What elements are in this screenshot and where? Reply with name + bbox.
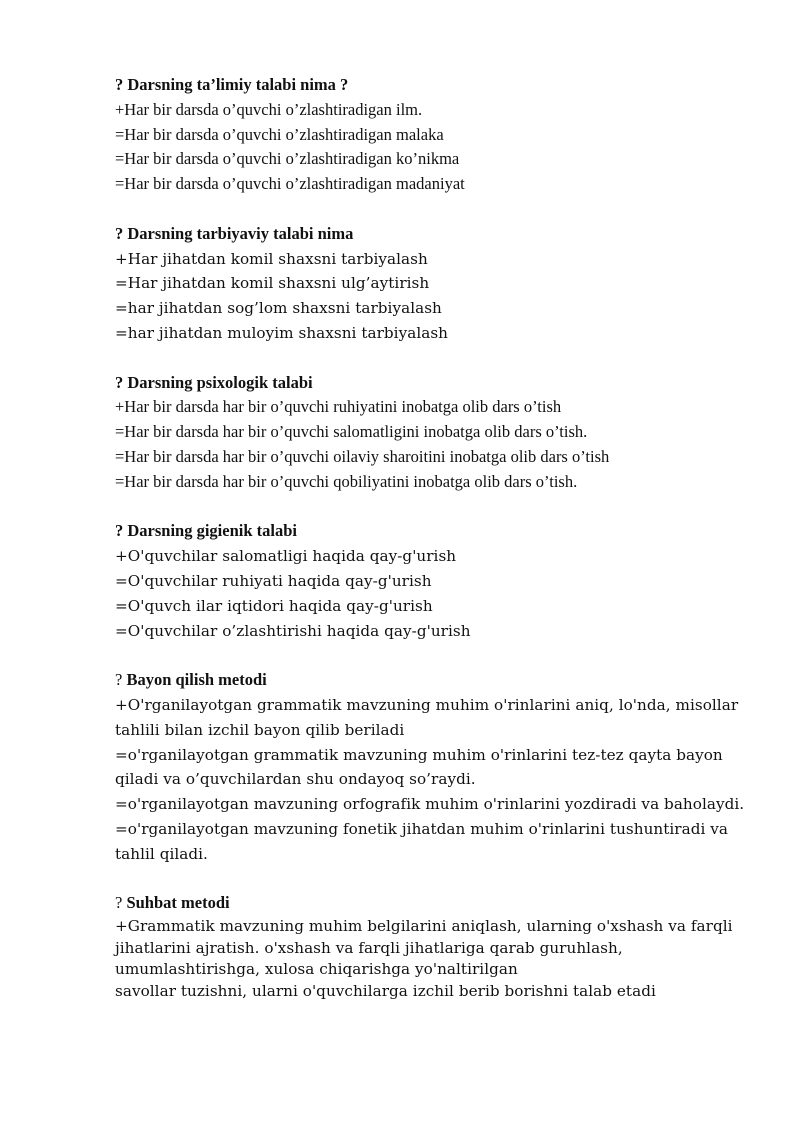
document-page <box>115 73 745 1002</box>
question-heading <box>115 73 745 98</box>
answer-option: =o'rganilayotgan grammatik mavzuning muhim o'rinlarini tez-tez qayta bayon qiladi va o’quvchilardan shu ondayoq so’raydi. <box>115 745 723 789</box>
answer-correct: +Har jihatdan komil shaxsni tarbiyalash <box>115 249 428 268</box>
question-block-6 <box>115 891 745 1002</box>
question-mark: ? <box>115 223 124 243</box>
question-block-1 <box>115 73 745 197</box>
question-heading <box>115 371 745 396</box>
answer-option: =Har bir darsda har bir o’quvchi qobiliyatini inobatga olib dars o’tish. <box>115 471 578 491</box>
answer-option: =Har bir darsda har bir o’quvchi salomatligini inobatga olib dars o’tish. <box>115 422 588 442</box>
answer-option: =har jihatdan muloyim shaxsni tarbiyalash <box>115 323 449 342</box>
answer-correct: +O'quvchilar salomatligi haqida qay-g'urish <box>115 547 457 566</box>
answer-option: =o'rganilayotgan mavzuning orfografik muhim o'rinlarini yozdiradi va baholaydi. <box>115 795 745 814</box>
question-mark: ? <box>115 372 124 392</box>
answer-option: =O'quvchilar ruhiyati haqida qay-g'urish <box>115 571 432 590</box>
spacer <box>115 867 745 892</box>
question-block-5 <box>115 668 745 866</box>
answer-option: =har jihatdan sog’lom shaxsni tarbiyalash <box>115 299 442 318</box>
question-mark: ? <box>115 670 123 690</box>
spacer <box>115 197 745 222</box>
question-text: Suhbat metodi <box>126 893 230 913</box>
spacer <box>115 495 745 520</box>
question-text: Darsning tarbiyaviy talabi nima <box>127 223 354 243</box>
answer-correct: +Har bir darsda har bir o’quvchi ruhiyatini inobatga olib dars o’tish <box>115 397 562 417</box>
question-block-4 <box>115 519 745 643</box>
answer-option: =Har bir darsda har bir o’quvchi oilaviy sharoitini inobatga olib dars o’tish <box>115 446 610 466</box>
question-heading <box>115 519 745 544</box>
question-text: Darsning psixologik talabi <box>127 372 313 392</box>
answer-continuation: savollar tuzishni, ularni o'quvchilarga izchil berib borishni talab etadi <box>115 981 656 1000</box>
answer-correct: +Grammatik mavzuning muhim belgilarini aniqlash, ularning o'xshash va farqli jihatlarini ajratish. o'xshash va farqli jihatlariga qarab guruhlash, umumlashtirishga, xulosa chiqarishga yo'naltirilgan <box>115 917 733 979</box>
question-heading <box>115 891 745 916</box>
answer-option: =Har bir darsda o’quvchi o’zlashtiradigan madaniyat <box>115 174 465 194</box>
answer-option: =Har bir darsda o’quvchi o’zlashtiradigan malaka <box>115 124 444 144</box>
question-text: Darsning gigienik talabi <box>127 521 297 541</box>
spacer <box>115 643 745 668</box>
question-text: Bayon qilish metodi <box>126 670 267 690</box>
answer-option: =O'quvchilar o’zlashtirishi haqida qay-g'urish <box>115 621 471 640</box>
question-mark: ? <box>115 75 124 94</box>
answer-option: =Har jihatdan komil shaxsni ulg’aytirish <box>115 274 430 293</box>
question-mark: ? <box>115 521 124 541</box>
question-block-3 <box>115 371 745 495</box>
answer-option: =O'quvch ilar iqtidori haqida qay-g'urish <box>115 596 433 615</box>
answer-option: =o'rganilayotgan mavzuning fonetik jihatdan muhim o'rinlarini tushuntiradi va tahlil qiladi. <box>115 819 729 863</box>
spacer <box>115 346 745 371</box>
question-block-2 <box>115 222 745 346</box>
question-mark: ? <box>115 893 123 913</box>
question-heading <box>115 668 745 693</box>
answer-option: =Har bir darsda o’quvchi o’zlashtiradigan ko’nikma <box>115 149 460 169</box>
answer-correct: +O'rganilayotgan grammatik mavzuning muhim o'rinlarini aniq, lo'nda, misollar tahlili bilan izchil bayon qilib beriladi <box>115 695 739 739</box>
question-text: Darsning ta’limiy talabi nima ? <box>127 75 349 94</box>
question-heading <box>115 222 745 247</box>
answer-correct: +Har bir darsda o’quvchi o’zlashtiradigan ilm. <box>115 99 423 119</box>
